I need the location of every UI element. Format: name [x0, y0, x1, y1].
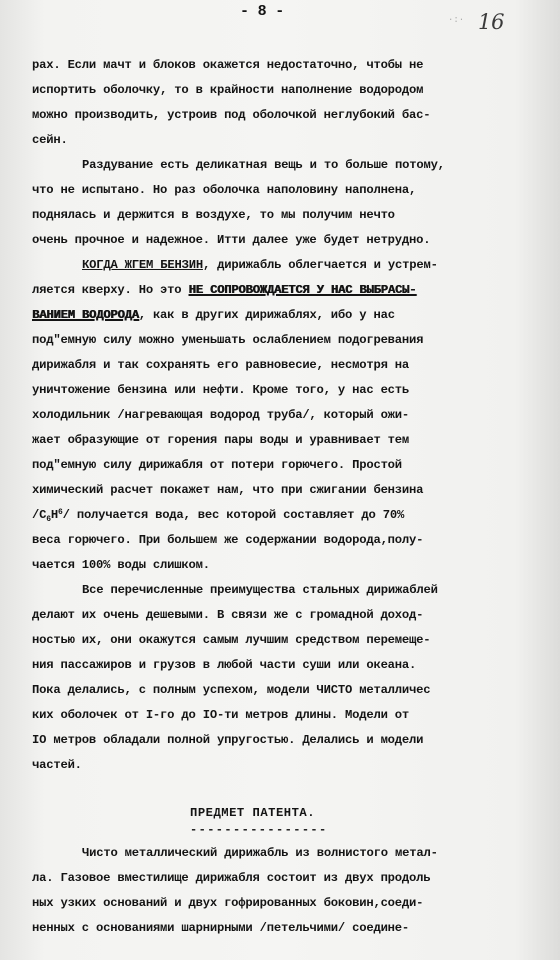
text-line: холодильник /нагревающая водород труба/, который ожи- [32, 408, 410, 422]
text-fragment: , дирижабль облегчается и устрем- [202, 258, 438, 272]
emphasized-phrase: ВАНИЕМ ВОДОРОДА [32, 308, 139, 322]
text-line: жает образующие от горения пары воды и уравнивает тем [32, 433, 410, 447]
text-line [32, 282, 416, 298]
formula-slash: / [32, 508, 40, 522]
text-line: ния пассажиров и грузов в любой части суши или океана. [32, 658, 417, 672]
text-line: Раздувание есть деликатная вещь и то больше потому, [82, 158, 445, 172]
text-line: уничтожение бензина или нефти. Кроме того, у нас есть [32, 383, 410, 397]
text-line: очень прочное и надежное. Итти далее уже будет нетрудно. [32, 233, 431, 247]
text-line: Все перечисленные преимущества стальных дирижаблей [82, 583, 438, 597]
text-line: поднялась и держится в воздухе, то мы получим нечто [32, 208, 395, 222]
emphasized-phrase: НЕ СОПРОВОЖДАЕТСЯ У НАС ВЫБРАСЫ- [188, 283, 417, 297]
archive-stamp: ·:· [448, 15, 465, 25]
text-line: можно производить, устроив под оболочкой неглубокий бас- [32, 108, 431, 122]
text-fragment: , как в других дирижаблях, ибо у нас [138, 308, 395, 322]
text-line: ненных с основаниями шарнирными /петельчими/ соедине- [32, 921, 410, 935]
text-line: химический расчет покажет нам, что при сжигании бензина [32, 483, 424, 497]
heading-underline: ---------------- [190, 823, 328, 837]
text-line: IO метров обладали полной упругостью. Делались и модели [32, 733, 424, 747]
text-line: ких оболочек от I-го до IO-ти метров длины. Модели от [32, 708, 410, 722]
formula-subscript: 6 [46, 515, 51, 524]
text-line: рах. Если мачт и блоков окажется недостаточно, чтобы не [32, 58, 424, 72]
text-line: под"емную силу можно уменьшать ослаблением подогревания [32, 333, 424, 347]
text-line: делают их очень дешевыми. В связи же с громадной доход- [32, 608, 424, 622]
text-line: чается 100% воды слишком. [32, 558, 210, 572]
text-line: Чисто металлический дирижабль из волнистого метал- [82, 846, 438, 860]
text-line: испортить оболочку, то в крайности наполнение водородом [32, 83, 424, 97]
text-line: что не испытано. Но раз оболочка наполовину наполнена, [32, 183, 417, 197]
handwritten-page-number: 16 [478, 10, 505, 34]
formula-superscript: 6 [57, 508, 63, 517]
formula-carbon: C [39, 508, 47, 522]
text-line: ла. Газовое вместилище дирижабля состоит из двух продоль [32, 871, 431, 885]
text-line: ных узких оснований и двух гофрированных боковин,соеди- [32, 896, 424, 910]
text-line: сейн. [32, 133, 68, 147]
text-line: веса горючего. При большем же содержании водорода,полу- [32, 533, 424, 547]
formula-slash: / [62, 508, 70, 522]
text-line: Пока делались, с полным успехом, модели ЧИСТО металличес [32, 683, 431, 697]
text-fragment: ляется кверху. Но это [32, 283, 189, 297]
underlined-phrase: КОГДА ЖГЕМ БЕНЗИН [82, 258, 203, 272]
text-line: дирижабля и так сохранять его равновесие, несмотря на [32, 358, 410, 372]
text-line [82, 257, 438, 273]
section-heading: ПРЕДМЕТ ПАТЕНТА. [190, 806, 316, 820]
page-number: - 8 - [240, 3, 285, 20]
text-line: частей. [32, 758, 82, 772]
formula-line [32, 507, 404, 525]
text-line: под"емную силу дирижабля от потери горючего. Простой [32, 458, 402, 472]
text-fragment: получается вода, вес которой составляет до 70% [69, 508, 405, 522]
text-line: ностью их, они окажутся самым лучшим средством перемеще- [32, 633, 431, 647]
text-line [32, 307, 395, 323]
formula-hydrogen: H [50, 508, 58, 522]
